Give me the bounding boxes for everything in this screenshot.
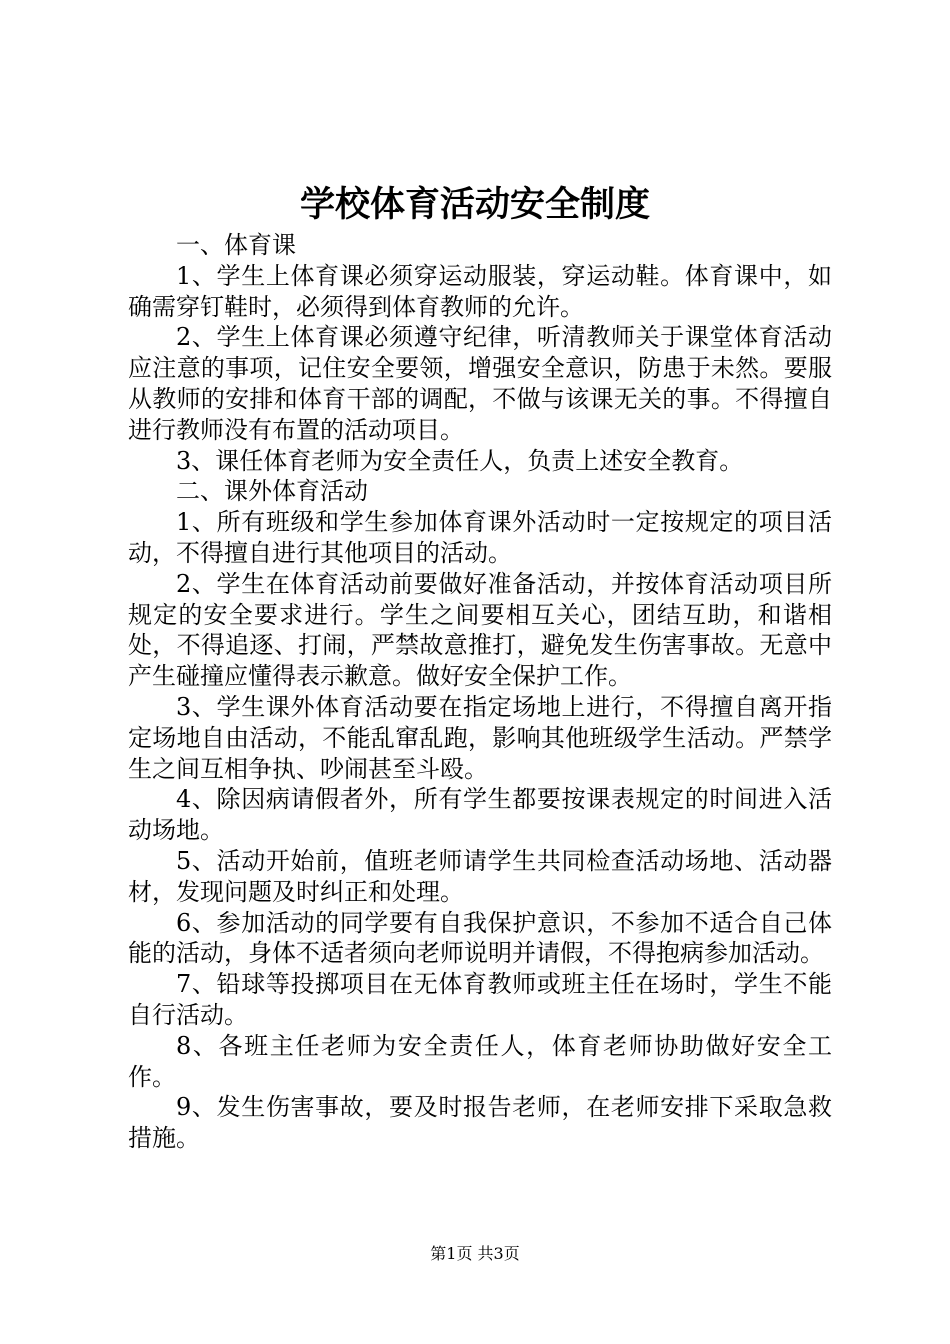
paragraph: 4、除因病请假者外，所有学生都要按课表规定的时间进入活动场地。 (128, 785, 832, 845)
paragraph: 7、铅球等投掷项目在无体育教师或班主任在场时，学生不能自行活动。 (128, 970, 832, 1029)
paragraph: 2、学生在体育活动前要做好准备活动，并按体育活动项目所规定的安全要求进行。学生之间要相互关心，团结互助，和谐相处，不得追逐、打闹，严禁故意推打，避免发生伤害事故。无意中产生碰撞应懂得表示歉意。做好安全保护工作。 (128, 569, 832, 691)
paragraph: 6、参加活动的同学要有自我保护意识，不参加不适合自己体能的活动，身体不适者须向老师说明并请假，不得抱病参加活动。 (128, 908, 832, 968)
paragraph: 8、各班主任老师为安全责任人，体育老师协助做好安全工作。 (128, 1031, 832, 1091)
section-heading-pe-class: 一、体育课 (176, 231, 296, 259)
paragraph: 2、学生上体育课必须遵守纪律，听清教师关于课堂体育活动应注意的事项，记住安全要领，增强安全意识，防患于未然。要服从教师的安排和体育干部的调配，不做与该课无关的事。不得擅自进行教师没有布置的活动项目。 (128, 323, 832, 444)
document-body (128, 230, 832, 1154)
paragraph: 1、学生上体育课必须穿运动服装，穿运动鞋。体育课中，如确需穿钉鞋时，必须得到体育教师的允许。 (128, 261, 832, 321)
paragraph: 9、发生伤害事故，要及时报告老师，在老师安排下采取急救措施。 (128, 1093, 832, 1153)
document-title: 学校体育活动安全制度 (299, 184, 650, 225)
page-number-footer: 第1页 共3页 (430, 1244, 520, 1263)
paragraph: 3、课任体育老师为安全责任人，负责上述安全教育。 (176, 446, 744, 475)
paragraph: 5、活动开始前，值班老师请学生共同检查活动场地、活动器材，发现问题及时纠正和处理。 (128, 846, 832, 906)
paragraph: 3、学生课外体育活动要在指定场地上进行，不得擅自离开指定场地自由活动，不能乱窜乱跑，影响其他班级学生活动。严禁学生之间互相争执、吵闹甚至斗殴。 (128, 692, 832, 783)
paragraph: 1、所有班级和学生参加体育课外活动时一定按规定的项目活动，不得擅自进行其他项目的活动。 (128, 508, 832, 567)
section-heading-extracurricular: 二、课外体育活动 (176, 477, 368, 506)
